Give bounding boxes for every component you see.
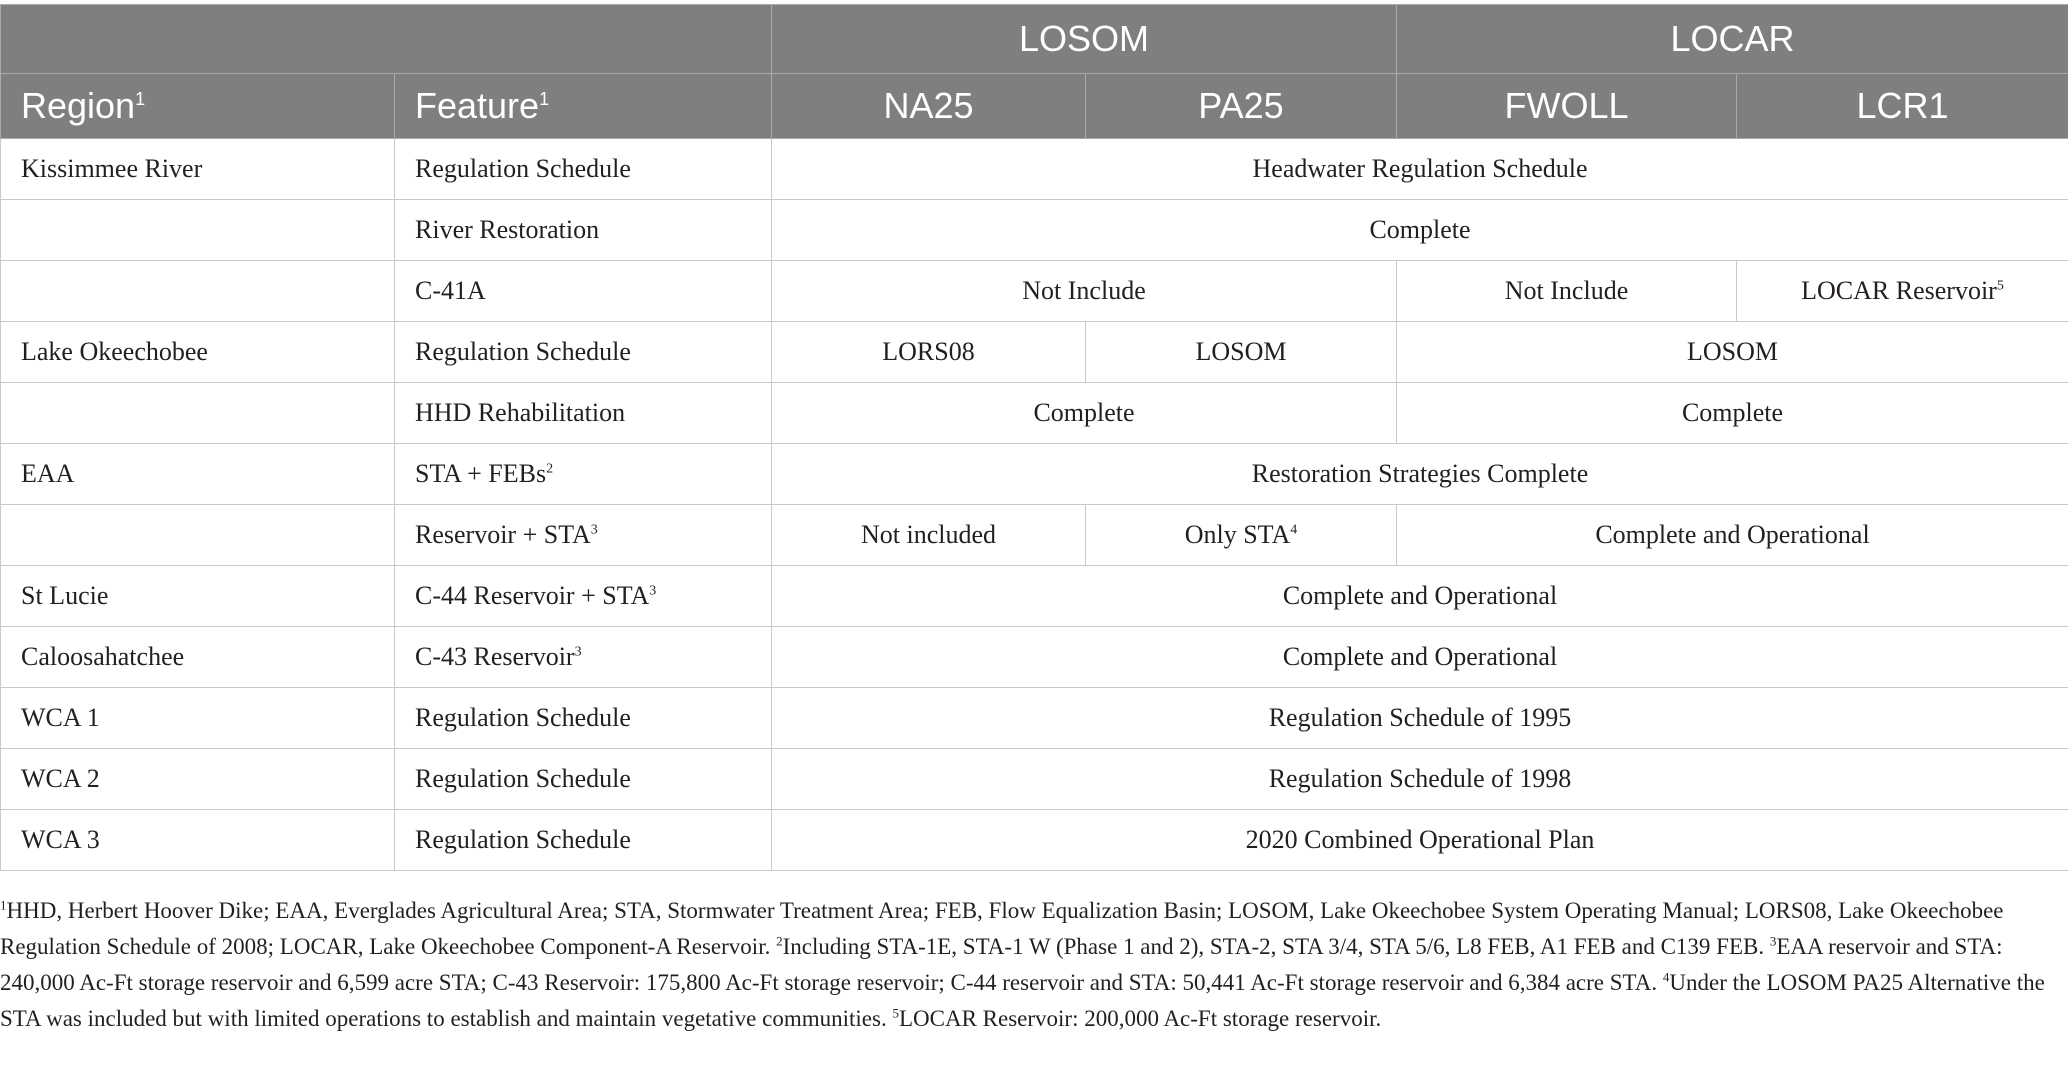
footnote-ref: 4	[1290, 522, 1298, 538]
footnote-mark: 2	[776, 933, 783, 949]
feature-cell: Regulation Schedule	[395, 322, 772, 383]
value-cell: Complete	[772, 383, 1397, 444]
footnote-text: Including STA-1E, STA-1 W (Phase 1 and 2), STA-2, STA 3/4, STA 5/6, L8 FEB, A1 FEB and C139 FEB.	[782, 934, 1770, 959]
header-group-losom: LOSOM	[772, 5, 1397, 74]
header-group-row	[1, 5, 2068, 74]
region-cell	[1, 383, 395, 444]
table-row	[1, 749, 2068, 810]
footnote-text: EAA reservoir and STA: 240,000 Ac-Ft storage reservoir and 6,599 acre STA; C-43 Reservoir: 175,800 Ac-Ft storage reservoir; C-44 reservoir and STA: 50,441 Ac-Ft storage reservoir and 6,384 acre STA.	[0, 934, 2003, 995]
value-text: LOCAR Reservoir	[1801, 276, 1997, 305]
value-cell: Not included	[772, 505, 1086, 566]
feature-cell: C-41A	[395, 261, 772, 322]
footnote-ref: 3	[574, 644, 582, 660]
value-cell: Headwater Regulation Schedule	[772, 139, 2068, 200]
footnote-ref: 1	[539, 89, 550, 109]
region-cell	[1, 200, 395, 261]
header-fwoll: FWOLL	[1397, 74, 1737, 139]
feature-text: Reservoir + STA	[415, 520, 591, 549]
value-cell: LOSOM	[1086, 322, 1397, 383]
footnote-mark: 4	[1662, 969, 1670, 985]
table-footnotes	[0, 893, 2055, 1037]
footnote-mark: 1	[0, 897, 7, 913]
region-cell	[1, 505, 395, 566]
footnote-mark: 5	[892, 1005, 899, 1021]
header-pa25: PA25	[1086, 74, 1397, 139]
region-cell	[1, 261, 395, 322]
header-lcr1: LCR1	[1737, 74, 2068, 139]
value-cell	[1086, 505, 1397, 566]
value-cell: Not Include	[772, 261, 1397, 322]
value-cell: Restoration Strategies Complete	[772, 444, 2068, 505]
footnote-text: Under the LOSOM PA25 Alternative the STA was included but with limited operations to establish and maintain vegetative communities.	[0, 970, 2045, 1031]
value-cell: Complete and Operational	[1397, 505, 2068, 566]
footnote-text: LOCAR Reservoir: 200,000 Ac-Ft storage reservoir.	[898, 1006, 1382, 1031]
feature-cell: Regulation Schedule	[395, 749, 772, 810]
feature-cell: HHD Rehabilitation	[395, 383, 772, 444]
table-row	[1, 200, 2068, 261]
table-header	[1, 5, 2068, 139]
table-row	[1, 566, 2068, 627]
region-cell: Lake Okeechobee	[1, 322, 395, 383]
table-row	[1, 444, 2068, 505]
header-blank-cell	[1, 5, 772, 74]
value-cell: Regulation Schedule of 1995	[772, 688, 2068, 749]
header-group-locar: LOCAR	[1397, 5, 2068, 74]
region-cell: WCA 1	[1, 688, 395, 749]
footnote-ref: 1	[135, 89, 146, 109]
region-cell: Kissimmee River	[1, 139, 395, 200]
footnote-text: HHD, Herbert Hoover Dike; EAA, Everglades Agricultural Area; STA, Stormwater Treatment Area; FEB, Flow Equalization Basin; LOSOM, Lake Okeechobee System Operating Manual; LORS08, Lake Okeechobee Regulation Schedule of 2008; LOCAR, Lake Okeechobee Component-A Reservoir.	[0, 898, 2004, 959]
region-cell: St Lucie	[1, 566, 395, 627]
region-cell: EAA	[1, 444, 395, 505]
region-cell: Caloosahatchee	[1, 627, 395, 688]
value-cell: Complete	[772, 200, 2068, 261]
value-cell: Complete	[1397, 383, 2068, 444]
feature-cell: Regulation Schedule	[395, 688, 772, 749]
header-region	[1, 74, 395, 139]
region-cell: WCA 2	[1, 749, 395, 810]
value-cell: Complete and Operational	[772, 627, 2068, 688]
table-row	[1, 688, 2068, 749]
header-na25: NA25	[772, 74, 1086, 139]
table-row	[1, 261, 2068, 322]
feature-cell: River Restoration	[395, 200, 772, 261]
feature-cell: Regulation Schedule	[395, 139, 772, 200]
table-row	[1, 139, 2068, 200]
header-feature-label: Feature	[415, 85, 540, 126]
feature-cell: Regulation Schedule	[395, 810, 772, 871]
header-column-row	[1, 74, 2068, 139]
scenario-table	[0, 4, 2068, 871]
feature-text: STA + FEBs	[415, 459, 547, 488]
footnote-ref: 5	[1996, 278, 2004, 294]
footnote-mark: 3	[1769, 933, 1777, 949]
feature-text: C-44 Reservoir + STA	[415, 581, 650, 610]
value-cell: Regulation Schedule of 1998	[772, 749, 2068, 810]
value-cell: Not Include	[1397, 261, 1737, 322]
feature-cell	[395, 505, 772, 566]
value-cell: LORS08	[772, 322, 1086, 383]
value-cell: LOSOM	[1397, 322, 2068, 383]
value-cell: Complete and Operational	[772, 566, 2068, 627]
value-cell	[1737, 261, 2068, 322]
feature-text: C-43 Reservoir	[415, 642, 575, 671]
feature-cell	[395, 627, 772, 688]
table-row	[1, 810, 2068, 871]
header-feature	[395, 74, 772, 139]
feature-cell	[395, 444, 772, 505]
table-row	[1, 505, 2068, 566]
feature-cell	[395, 566, 772, 627]
value-cell: 2020 Combined Operational Plan	[772, 810, 2068, 871]
region-cell: WCA 3	[1, 810, 395, 871]
table-row	[1, 383, 2068, 444]
table-body	[1, 139, 2068, 871]
table-row	[1, 627, 2068, 688]
table-row	[1, 322, 2068, 383]
footnote-ref: 3	[590, 522, 598, 538]
value-text: Only STA	[1184, 520, 1291, 549]
footnote-ref: 3	[649, 583, 657, 599]
footnote-ref: 2	[546, 461, 554, 477]
header-region-label: Region	[21, 85, 136, 126]
